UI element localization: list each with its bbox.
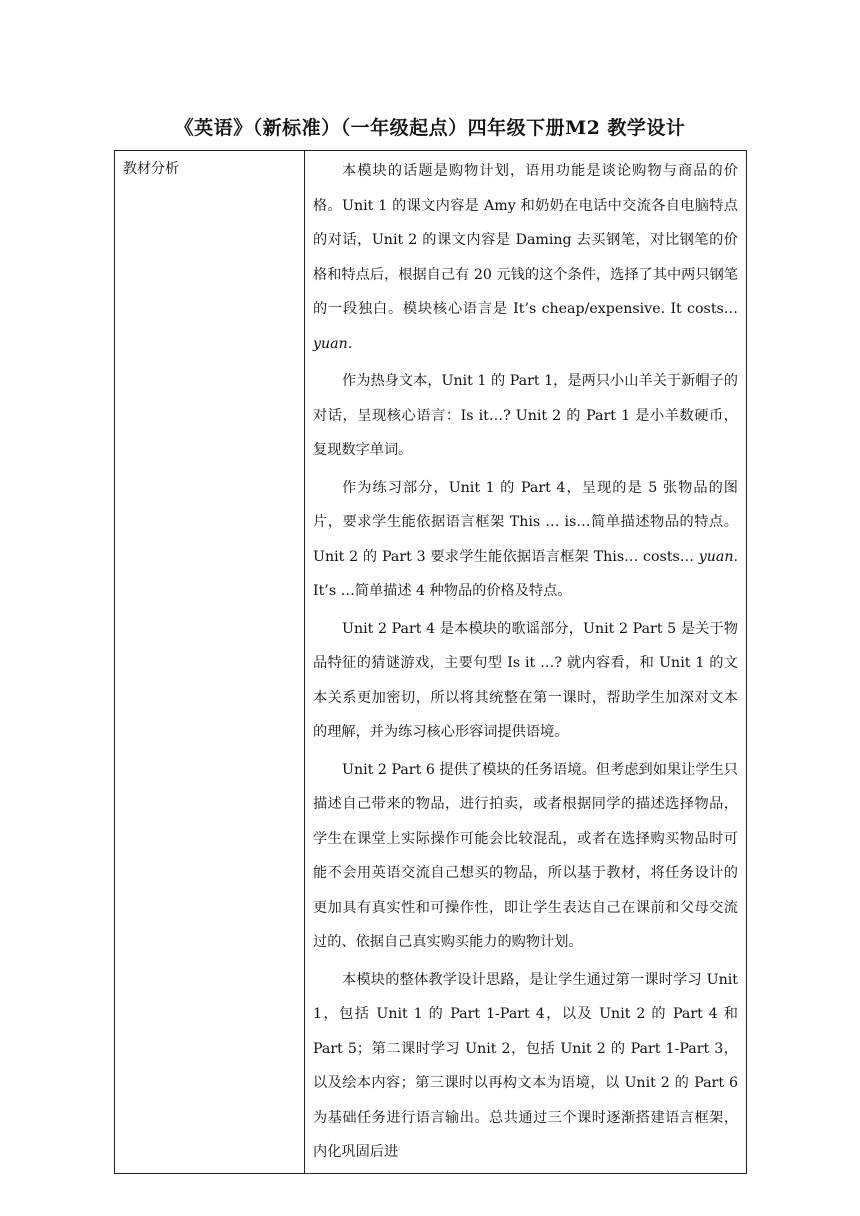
row-label: 教材分析 xyxy=(123,161,179,177)
content-cell xyxy=(305,151,747,1174)
analysis-text xyxy=(305,151,746,1170)
paragraph: Unit 2 Part 6 提供了模块的任务语境。但考虑到如果让学生只描述自己带来的物品，进行拍卖，或者根据同学的描述选择物品，学生在课堂上实际操作可能会比较混乱，或者在选择购买物品时可能不会用英语交流自己想买的物品，所以基于教材，将任务设计的更加具有真实性和可操作性，即让学生表达自己在课前和父母交流过的、依据自己真实购买能力的购物计划。 xyxy=(313,761,738,950)
teaching-design-table xyxy=(114,150,747,1174)
document-title: 《英语》（新标准）（一年级起点）四年级下册M2 教学设计 xyxy=(174,117,686,139)
table-row xyxy=(115,151,747,1174)
paragraph: 作为热身文本，Unit 1 的 Part 1，是两只小山羊关于新帽子的对话，呈现核心语言：Is it…? Unit 2 的 Part 1 是小羊数硬币，复现数字单词。 xyxy=(313,373,738,458)
label-cell xyxy=(115,151,305,1174)
paragraph: 作为练习部分，Unit 1 的 Part 4，呈现的是 5 张物品的图片，要求学生能依据语言框架 This … is…简单描述物品的特点。Unit 2 的 Part 3 要求学生能依据语言框架 This… costs… yuan. It’s …简单描述 4 种物品的价格及特点。 xyxy=(313,479,738,599)
paragraph: 本模块的整体教学设计思路，是让学生通过第一课时学习 Unit 1，包括 Unit 1 的 Part 1-Part 4，以及 Unit 2 的 Part 4 和 Part 5；第二课时学习 Unit 2，包括 Unit 2 的 Part 1-Part 3，以及绘本内容；第三课时以再构文本为语境，以 Unit 2 的 Part 6 为基础任务进行语言输出。总共通过三个课时逐渐搭建语言框架，内化巩固后进 xyxy=(313,971,738,1160)
paragraph: 本模块的话题是购物计划，语用功能是谈论购物与商品的价格。Unit 1 的课文内容是 Amy 和奶奶在电话中交流各自电脑特点的对话，Unit 2 的课文内容是 Daming 去买钢笔，对比钢笔的价格和特点后，根据自己有 20 元钱的这个条件，选择了其中两只钢笔的一段独白。模块核心语言是 It’s cheap/expensive. It costs… yuan. xyxy=(313,163,738,352)
paragraph: Unit 2 Part 4 是本模块的歌谣部分，Unit 2 Part 5 是关于物品特征的猜谜游戏，主要句型 Is it …? 就内容看，和 Unit 1 的文本关系更加密切，所以将其统整在第一课时，帮助学生加深对文本的理解，并为练习核心形容词提供语境。 xyxy=(313,620,738,740)
